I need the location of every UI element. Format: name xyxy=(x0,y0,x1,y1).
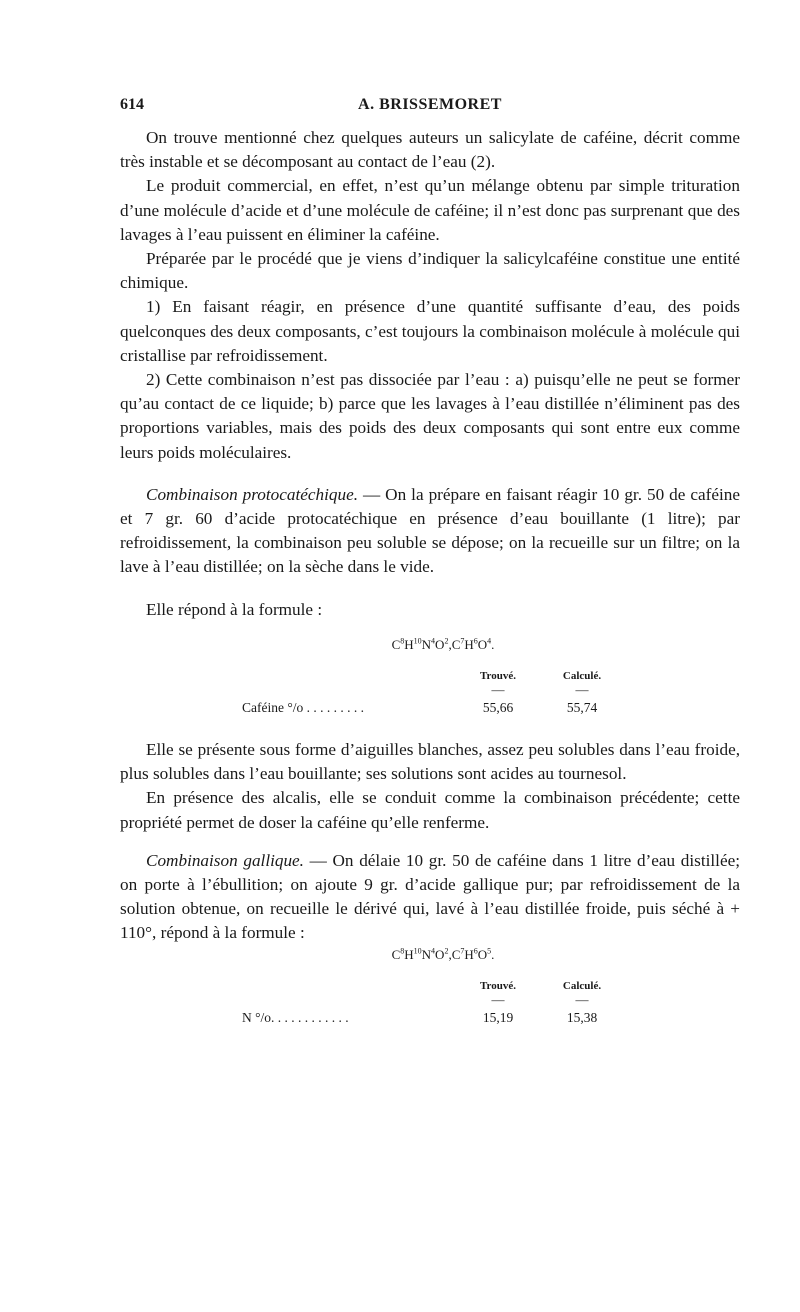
paragraph-chemical-entity: Préparée par le procédé que je viens d’indiquer la salicylcaféine constitue une entité chimique. xyxy=(120,249,740,293)
paragraph-description: Elle se présente sous forme d’aiguilles blanches, assez peu solubles dans l’eau froide, plus solubles dans l’eau bouillante; ses solutions sont acides au tournesol. xyxy=(120,740,740,784)
col-calc-dash: — xyxy=(575,681,589,697)
value-calc-nitrogen: 15,38 xyxy=(566,1009,598,1025)
section-gallique xyxy=(120,849,740,946)
col-calc-dash: — xyxy=(575,991,589,1007)
value-calc-caffeine: 55,74 xyxy=(566,699,598,715)
col-found-header: Trouvé. xyxy=(480,669,516,682)
section-title-protocatechique: Combinaison protocatéchique. xyxy=(146,484,359,504)
col-found-header: Trouvé. xyxy=(480,979,516,992)
section-body-protocatechique: — On la prépare en faisant réagir 10 gr. 50 de caféine et 7 gr. 60 d’acide protocatéchique en présence d’eau bouillante (1 litre); par refroidissement, la combinaison peu soluble se dépose; on la recueille sur un filtre; on la lave à l’eau distillée; on la sèche dans le vide. xyxy=(120,484,740,577)
formula-protocatechique: $C^8H^{10}N^4O^2,C^7H^6O^4$. xyxy=(391,636,495,652)
col-found-dash: — xyxy=(491,991,505,1007)
page-header xyxy=(120,96,740,118)
value-found-caffeine: 55,66 xyxy=(482,699,514,715)
paragraph-salicylate: On trouve mentionné chez quelques auteurs un salicylate de caféine, décrit comme très instable et se décomposant au contact de l’eau (2). xyxy=(120,128,740,172)
results-table-nitrogen xyxy=(242,978,624,1030)
value-found-nitrogen: 15,19 xyxy=(482,1009,514,1025)
section-protocatechique xyxy=(120,483,740,580)
paragraph-point-1: 1) En faisant réagir, en présence d’une quantité suffisante d’eau, des poids quelconques des deux composants, c’est toujours la combinaison molécule à molécule qui cristallise par refroidissement. xyxy=(120,297,740,365)
row-label-caffeine: Caféine °/o . . . . . . . . . xyxy=(242,699,365,715)
formula-intro: Elle répond à la formule : xyxy=(146,599,323,619)
paragraph-point-2: 2) Cette combinaison n’est pas dissociée par l’eau : a) puisqu’elle ne peut se former qu’au contact de ce liquide; b) parce que les lavages à l’eau distillée n’éliminent pas des proportions variables, mais des poids des deux composants qui sont entre eux comme leurs poids moléculaires. xyxy=(120,370,740,462)
paragraph-alkalis: En présence des alcalis, elle se conduit comme la combinaison précédente; cette propriété permet de doser la caféine qu’elle renferme. xyxy=(120,788,740,832)
col-found-dash: — xyxy=(491,681,505,697)
page-number: 614 xyxy=(120,96,144,113)
col-calc-header: Calculé. xyxy=(562,979,602,992)
section-body-gallique: — On délaie 10 gr. 50 de caféine dans 1 litre d’eau distillée; on porte à l’ébullition; on ajoute 9 gr. d’acide gallique pur; par refroidissement de la solution obtenue, on recueille le dérivé qui, lavé à l’eau distillée froide, puis séché à + 110°, répond à la formule : xyxy=(120,850,740,943)
results-table-caffeine xyxy=(242,668,624,720)
row-label-nitrogen: N °/o. . . . . . . . . . . . xyxy=(242,1009,349,1025)
section-title-gallique: Combinaison gallique. xyxy=(146,850,304,870)
paragraph-commercial-product: Le produit commercial, en effet, n’est qu’un mélange obtenu par simple trituration d’une molécule d’acide et d’une molécule de caféine; il n’est donc pas surprenant que des lavages à l’eau puissent en éliminer la caféine. xyxy=(120,176,740,244)
running-title: A. BRISSEMORET xyxy=(358,96,502,113)
col-calc-header: Calculé. xyxy=(562,669,602,682)
formula-gallique: $C^8H^{10}N^4O^2,C^7H^6O^5$. xyxy=(391,946,495,962)
page-body xyxy=(120,126,740,1030)
